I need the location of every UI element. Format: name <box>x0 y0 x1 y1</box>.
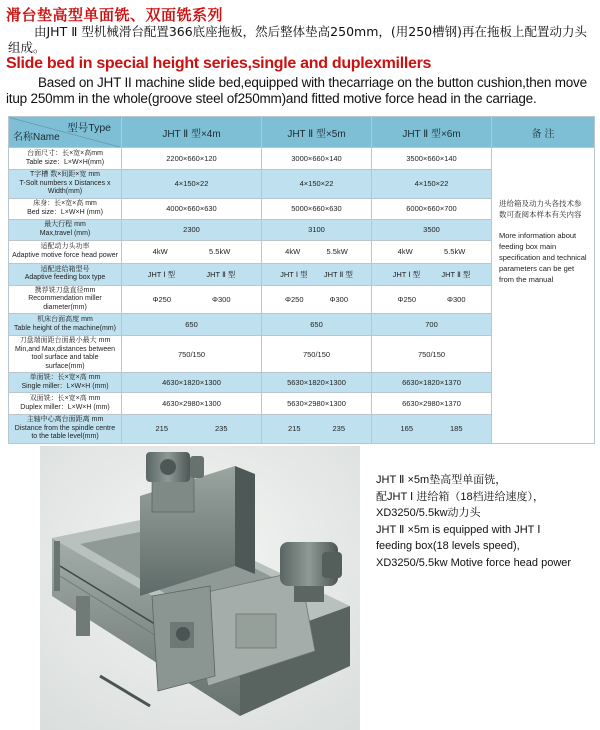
cell-value: 2300 <box>183 225 200 234</box>
table-cell <box>372 415 492 444</box>
table-cell <box>372 198 492 219</box>
caption-line-4: JHT Ⅱ ×5m is equipped with JHT Ⅰ <box>376 523 541 536</box>
caption-line-1: JHT Ⅱ ×5m垫高型单面铣， <box>376 474 507 486</box>
cell-value: Φ300 <box>212 294 231 304</box>
cell-value: 2200×660×120 <box>166 154 217 163</box>
cell-value: 5.5kW <box>209 247 231 256</box>
row-label-en: Single miller：L×W×H (mm) <box>21 382 109 390</box>
cell-value: 6000×660×700 <box>406 204 457 213</box>
caption-line-6: XD3250/5.5kw Motive force head power <box>376 556 572 569</box>
cell-value: JHT Ⅰ 型 <box>280 269 308 279</box>
table-cell <box>122 198 262 219</box>
row-label-cn: T字槽 数×间距×宽 mm <box>29 171 100 178</box>
row-label-cn: 携荐铣刀盘直径mm <box>34 286 96 294</box>
col-header-notes: 备 注 <box>492 117 595 148</box>
table-cell <box>372 219 492 240</box>
cell-value: 700 <box>425 320 438 329</box>
table-cell <box>262 219 372 240</box>
cell-value: 3100 <box>308 225 325 234</box>
cell-value: 4kW <box>152 247 168 256</box>
row-label <box>9 240 122 263</box>
row-label-en: Distance from the spindle centre to the table level(mm) <box>14 424 116 440</box>
spec-table <box>8 116 595 444</box>
row-label <box>9 415 122 444</box>
notes-en: More information about feeding box main specification and technical parameters can be get from the manual <box>499 231 587 284</box>
table-cell <box>122 393 262 415</box>
cell-value: JHT Ⅰ 型 <box>147 269 176 279</box>
col-header-4m: JHT Ⅱ 型×4m <box>122 117 262 148</box>
corner-name-label: 名称Name <box>13 132 60 143</box>
table-cell <box>262 170 372 199</box>
row-label-en: Bed size：L×W×H (mm) <box>27 208 103 216</box>
caption-line-5: feeding box(18 levels speed), <box>376 540 520 552</box>
notes-cn: 进给箱及动力头各技术参数可查阅本样本有关内容 <box>499 199 582 219</box>
cell-value: 4000×660×630 <box>166 204 217 213</box>
row-label-cn: 床身：长×宽×高 mm <box>33 200 97 207</box>
table-cell <box>372 263 492 285</box>
table-cell <box>372 285 492 314</box>
cell-value: 3500×660×140 <box>406 154 457 163</box>
row-label-en: Table size：L×W×H(mm) <box>25 158 105 166</box>
cell-value: 5.5kW <box>444 247 466 256</box>
row-label-cn: 主轴中心离台面距离 mm <box>26 416 104 423</box>
cell-value: 650 <box>185 320 198 329</box>
table-cell <box>262 240 372 263</box>
cell-value: 235 <box>332 424 345 434</box>
row-label-cn: 刀盘端面距台面最小最大 mm <box>19 337 111 344</box>
table-cell <box>122 219 262 240</box>
row-label <box>9 170 122 199</box>
cell-value: 215 <box>287 424 301 434</box>
cell-value: 165 <box>400 424 413 434</box>
cell-value: Φ250 <box>285 294 304 304</box>
table-cell <box>262 285 372 314</box>
row-label-cn: 单面铣：长×宽×高 mm <box>29 374 101 381</box>
row-label-en: T-Solt numbers x Distances x Width(mm) <box>19 179 111 195</box>
table-cell <box>262 415 372 444</box>
milling-machine-photo <box>40 446 360 730</box>
cell-value: 185 <box>449 424 463 434</box>
row-label <box>9 148 122 170</box>
cell-value: 4×150×22 <box>174 179 209 189</box>
corner-type-label: 型号Type <box>67 122 111 134</box>
title-en: Slide bed in special height series,single and duplexmillers <box>6 55 432 72</box>
table-cell <box>122 263 262 285</box>
table-cell <box>122 336 262 373</box>
table-cell <box>372 336 492 373</box>
table-cell <box>372 240 492 263</box>
table-cell <box>122 373 262 393</box>
row-label-cn: 机床台面高度 mm <box>37 316 93 323</box>
table-cell <box>122 415 262 444</box>
corner-header <box>9 117 122 148</box>
table-cell <box>122 314 262 336</box>
cell-value: 5000×660×630 <box>291 204 342 213</box>
row-label-cn: 最大行程 mm <box>44 221 86 228</box>
table-cell <box>262 148 372 170</box>
cell-value: 750/150 <box>302 349 331 359</box>
cell-value: 6630×1820×1370 <box>402 378 461 387</box>
cell-value: 3500 <box>423 225 440 234</box>
table-cell <box>262 198 372 219</box>
col-header-6m: JHT Ⅱ 型×6m <box>372 117 492 148</box>
row-label-cn: 台面尺寸：长×宽×高mm <box>27 150 103 157</box>
caption-line-3: XD3250/5.5kw动力头 <box>376 507 481 519</box>
table-cell <box>122 240 262 263</box>
cell-value: JHT Ⅱ 型 <box>323 269 353 279</box>
table-cell <box>262 263 372 285</box>
cell-value: 4×150×22 <box>299 179 334 189</box>
cell-value: 4kW <box>285 247 301 256</box>
table-cell <box>122 148 262 170</box>
row-label <box>9 198 122 219</box>
cell-value: 4630×2980×1300 <box>162 399 221 408</box>
cell-value: 650 <box>310 320 323 329</box>
row-label <box>9 285 122 314</box>
cell-value: Φ250 <box>397 294 416 304</box>
cell-value: 4×150×22 <box>414 179 449 189</box>
cell-value: 750/150 <box>177 349 206 359</box>
machine-caption <box>376 472 598 571</box>
caption-line-2: 配JHT Ⅰ 进给箱（18档进给速度）， <box>376 490 545 503</box>
row-label-cn: 适配进给箱型号 <box>40 265 90 273</box>
table-row <box>9 148 595 170</box>
table-cell <box>262 314 372 336</box>
cell-value: 5.5kW <box>326 247 348 256</box>
cell-value: 3000×660×140 <box>291 154 342 163</box>
table-cell <box>372 148 492 170</box>
row-label <box>9 263 122 285</box>
table-cell <box>372 393 492 415</box>
row-label-en: Min,and Max,distances between tool surface and table surface(mm) <box>15 345 115 370</box>
cell-value: 5630×1820×1300 <box>287 378 346 387</box>
table-cell <box>122 285 262 314</box>
table-cell <box>262 393 372 415</box>
row-label <box>9 373 122 393</box>
cell-value: Φ300 <box>447 294 466 304</box>
row-label-en: Duplex miller：L×W×H (mm) <box>20 403 110 411</box>
col-header-5m: JHT Ⅱ 型×5m <box>262 117 372 148</box>
cell-value: Φ250 <box>152 294 171 304</box>
row-label-en: Adaptive motive force head power <box>12 251 118 259</box>
row-label-en: Table height of the machine(mm) <box>14 324 116 332</box>
cell-value: 750/150 <box>417 349 446 359</box>
notes-cell <box>492 148 595 444</box>
intro-en: Based on JHT II machine slide bed,equipped with thecarriage on the button cushion,then move itup 250mm in the whole(groove steel of250mm)and fitted motive force head in the carriage. <box>6 75 587 106</box>
cell-value: 4630×1820×1300 <box>162 378 221 387</box>
cell-value: 5630×2980×1300 <box>287 399 346 408</box>
table-cell <box>122 170 262 199</box>
cell-value: JHT Ⅱ 型 <box>206 269 236 279</box>
table-cell <box>372 314 492 336</box>
row-label <box>9 219 122 240</box>
row-label <box>9 314 122 336</box>
table-cell <box>262 373 372 393</box>
row-label-cn: 双面铣：长×宽×高 mm <box>29 395 101 402</box>
cell-value: 215 <box>155 424 168 434</box>
spec-table-header <box>9 117 595 148</box>
cell-value: Φ300 <box>329 294 348 304</box>
row-label <box>9 393 122 415</box>
cell-value: 4kW <box>397 247 413 256</box>
cell-value: JHT Ⅱ 型 <box>441 269 471 279</box>
cell-value: 235 <box>214 424 228 434</box>
row-label-en: Max,travel (mm) <box>39 229 91 237</box>
row-label-en: Recommendation miller diameter(mm) <box>28 295 102 311</box>
row-label-cn: 适配动力头功率 <box>40 243 90 250</box>
table-cell <box>372 373 492 393</box>
cell-value: 6630×2980×1370 <box>402 399 461 408</box>
intro-cn: 由JHT Ⅱ 型机械滑台配置366底座拖板，然后整体垫高250mm，(用250槽钢)再在拖板上配置动力头组成。 <box>8 24 588 55</box>
row-label-en: Adaptive feeding box type <box>24 274 106 281</box>
row-label <box>9 336 122 373</box>
title-cn: 滑台垫高型单面铣、双面铣系列 <box>6 6 224 24</box>
cell-value: JHT Ⅰ 型 <box>392 269 421 279</box>
table-cell <box>262 336 372 373</box>
table-cell <box>372 170 492 199</box>
